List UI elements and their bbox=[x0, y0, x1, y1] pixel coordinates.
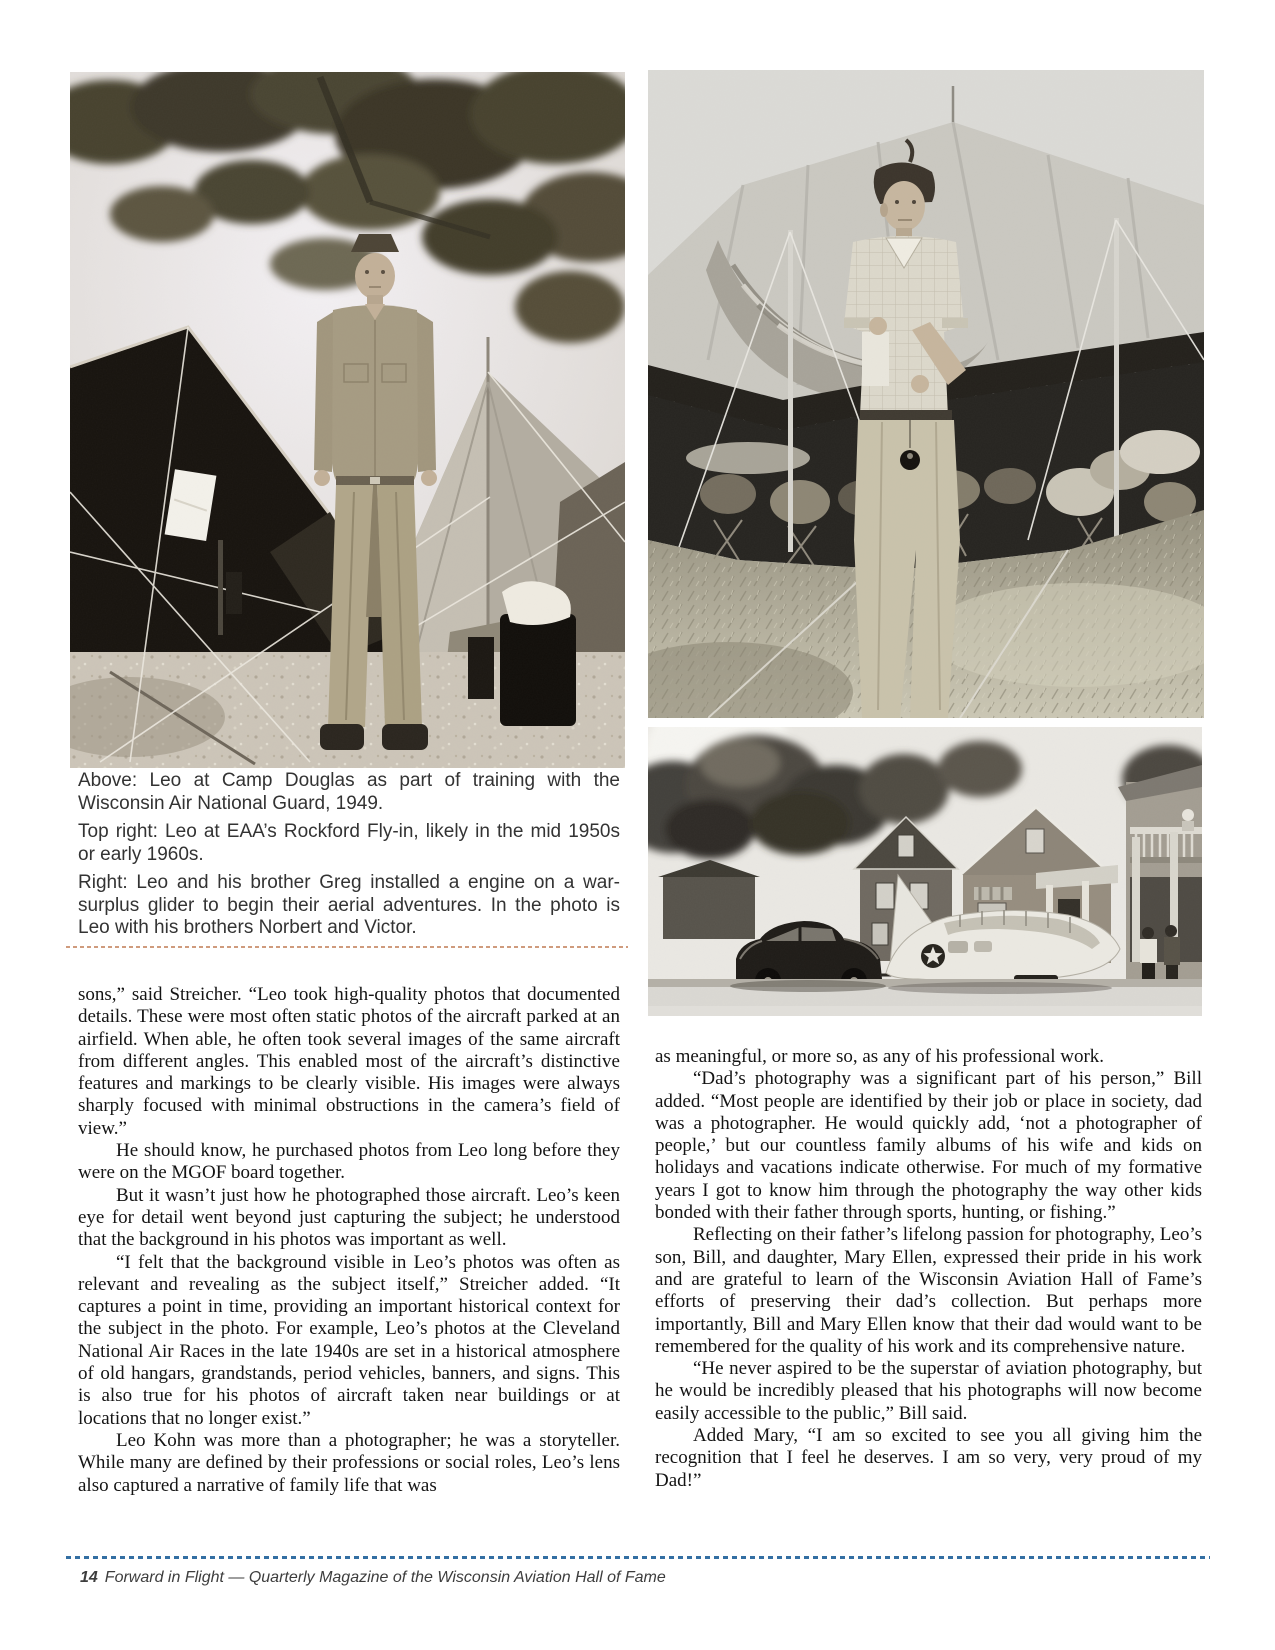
photo-camp-douglas bbox=[70, 72, 625, 768]
camp-photo-art bbox=[70, 72, 625, 768]
page-footer bbox=[80, 1568, 666, 1588]
page-number: 14 bbox=[80, 1569, 98, 1586]
body-paragraph: But it wasn’t just how he photographed those aircraft. Leo’s keen eye for detail went beyond just capturing the subject; he understood that the background in his photos was important as well. bbox=[78, 1184, 620, 1251]
body-paragraph: He should know, he purchased photos from Leo long before they were on the MGOF board together. bbox=[78, 1140, 620, 1184]
body-paragraph: Added Mary, “I am so excited to see you all giving him the recognition that I feel he deserves. I am so very, very proud of my Dad!” bbox=[655, 1425, 1202, 1491]
caption-block bbox=[78, 770, 620, 946]
body-paragraph: Reflecting on their father’s lifelong passion for photography, Leo’s son, Bill, and daughter, Mary Ellen, expressed their pride in his work and are grateful to learn of the Wisconsin Aviation Hall of Fame’s efforts of preserving their dad’s collection. But perhaps more importantly, Bill and Mary Ellen know that their dad would want to be remembered for the quality of his work and its comprehensive nature. bbox=[655, 1224, 1202, 1357]
body-paragraph: “He never aspired to be the superstar of aviation photography, but he would be incredibly pleased that his photographs will now become easily accessible to the public,” Bill said. bbox=[655, 1358, 1202, 1424]
right-column bbox=[655, 1046, 1202, 1492]
caption-top-right: Top right: Leo at EAA’s Rockford Fly-in, likely in the mid 1950s or early 1960s. bbox=[78, 821, 620, 865]
caption-right: Right: Leo and his brother Greg installed a engine on a war-surplus glider to begin their aerial adventures. In the photo is Leo with his brothers Norbert and Victor. bbox=[78, 872, 620, 938]
caption-above: Above: Leo at Camp Douglas as part of training with the Wisconsin Air National Guard, 1949. bbox=[78, 770, 620, 814]
body-paragraph: as meaningful, or more so, as any of his professional work. bbox=[655, 1046, 1105, 1067]
photo-rockford-flyin bbox=[648, 70, 1204, 718]
body-paragraph: “I felt that the background visible in Leo’s photos was often as relevant and revealing as the subject itself,” Streicher added. “It captures a point in time, providing an important historical context for the subject in the photo. For example, Leo’s photos at the Cleveland National Air Races in the late 1940s are set in a historical atmosphere of old hangars, grandstands, period vehicles, banners, and signs. This is also true for his photos of aircraft taken near buildings or at locations that no longer exist.” bbox=[78, 1251, 620, 1429]
caption-divider bbox=[66, 946, 628, 948]
photo-glider-street bbox=[648, 727, 1202, 1016]
glider-photo-art bbox=[648, 727, 1202, 1016]
body-paragraph: sons,” said Streicher. “Leo took high-quality photos that documented details. These were most often static photos of the aircraft parked at an airfield. When able, he often took several images of the same aircraft from different angles. This enabled most of the aircraft’s distinctive features and markings to be clearly visible. His images were always sharply focused with minimal obstructions in the camera’s field of view.” bbox=[78, 984, 620, 1139]
footer-divider bbox=[66, 1556, 1210, 1559]
left-column bbox=[78, 984, 620, 1497]
body-paragraph: Leo Kohn was more than a photographer; he was a storyteller. While many are defined by their professions or social roles, Leo’s lens also captured a narrative of family life that was bbox=[78, 1429, 620, 1496]
footer-magazine-line: Forward in Flight — Quarterly Magazine of the Wisconsin Aviation Hall of Fame bbox=[104, 1569, 666, 1586]
body-paragraph: “Dad’s photography was a significant part of his person,” Bill added. “Most people are identified by their job or place in society, dad was a photographer. He would quickly add, ‘not a photographer of people,’ but our countless family albums of his wife and kids on holidays and vacations indicate otherwise. For much of my formative years I got to know him through the photography the way other kids bonded with their father through sports, hunting, or fishing.” bbox=[655, 1068, 1202, 1224]
flyin-photo-art bbox=[648, 70, 1204, 718]
